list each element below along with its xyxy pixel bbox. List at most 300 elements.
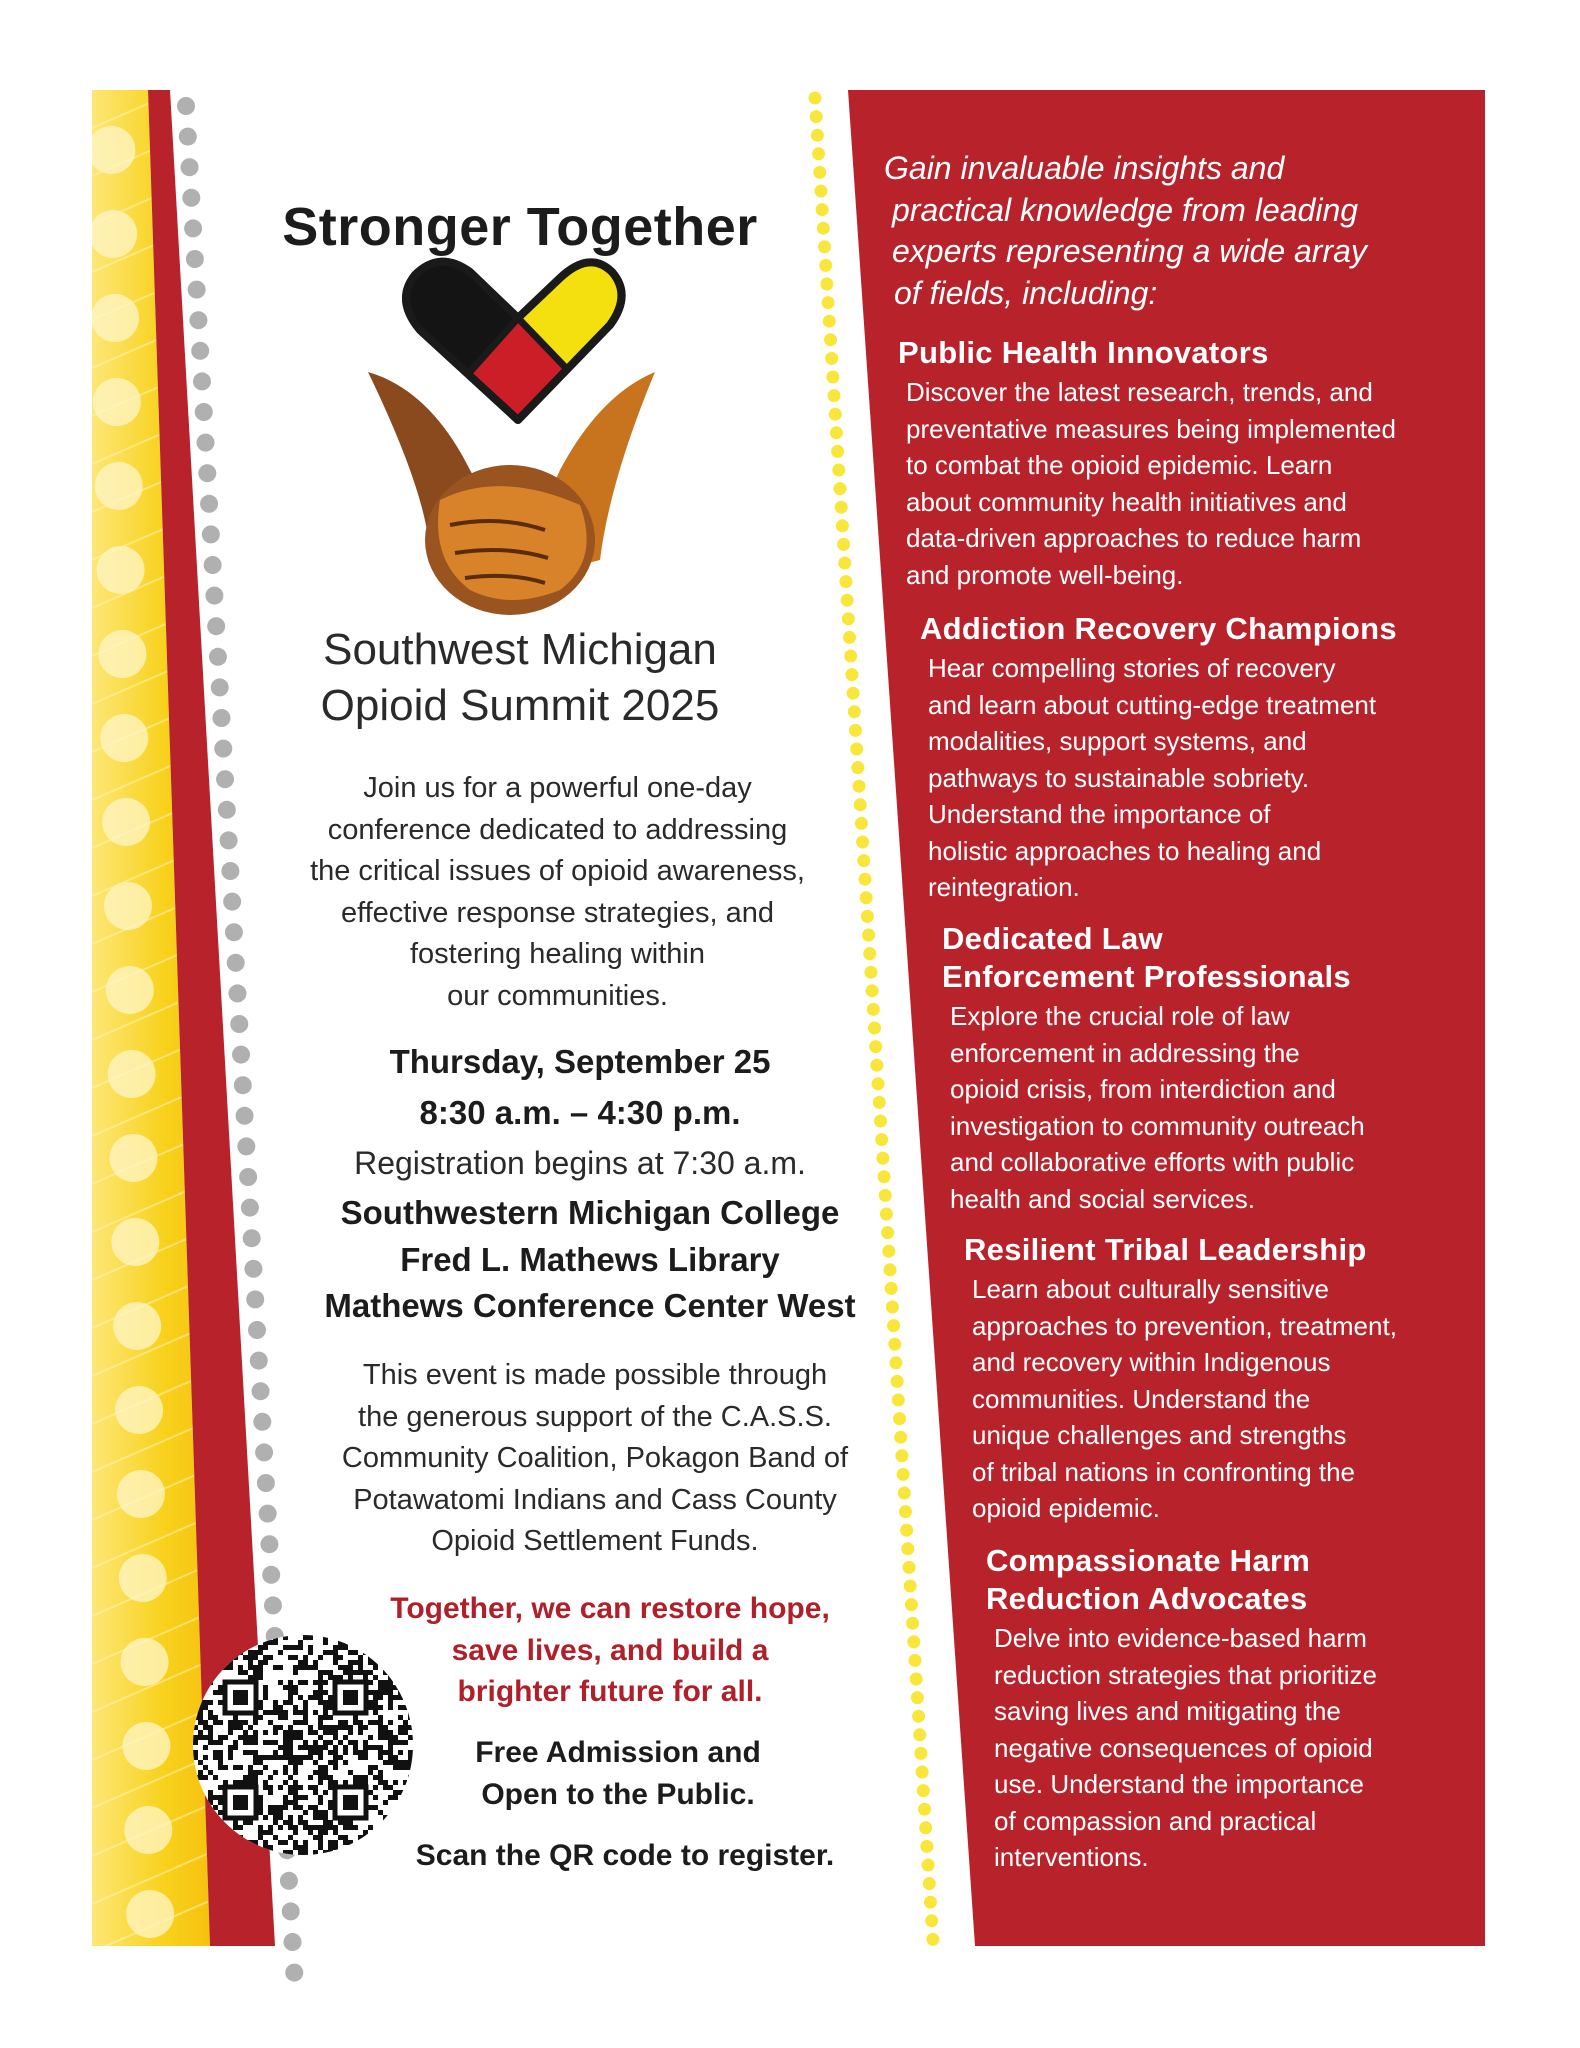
qr-module — [383, 1680, 388, 1685]
qr-module — [298, 1710, 303, 1715]
section-body: Discover the latest research, trends, and preventative measures being implemented to combat the opioid epidemic. Learn about community health initiatives and data-driven approaches to reduce harm and promote well-being. — [906, 377, 1396, 590]
section-public-health — [898, 334, 1458, 593]
intro-line: conference dedicated to addressing — [327, 813, 788, 846]
tagline-line: Together, we can restore hope, — [390, 1592, 830, 1625]
qr-module — [348, 1660, 353, 1665]
yellow-dot — [880, 1208, 893, 1221]
qr-module — [228, 1665, 233, 1670]
qr-module — [383, 1690, 388, 1695]
qr-module — [293, 1755, 298, 1760]
flyer-title: Stronger Together — [282, 197, 758, 257]
yellow-dot — [809, 92, 822, 105]
qr-module — [393, 1695, 398, 1700]
qr-module — [283, 1805, 288, 1810]
sponsor-line: the generous support of the C.A.S.S. — [358, 1400, 832, 1433]
qr-module — [288, 1725, 293, 1730]
qr-module — [393, 1760, 398, 1765]
qr-module — [213, 1715, 218, 1720]
qr-module — [253, 1665, 258, 1670]
gray-dot — [188, 281, 206, 299]
qr-finder-core — [233, 1690, 248, 1705]
qr-module — [358, 1755, 363, 1760]
yellow-dot — [874, 1115, 887, 1128]
qr-module — [218, 1740, 223, 1745]
qr-module — [263, 1685, 268, 1690]
qr-module — [378, 1730, 383, 1735]
qr-module — [308, 1805, 313, 1810]
qr-module — [273, 1755, 278, 1760]
yellow-dot — [817, 222, 830, 235]
gray-dot — [205, 587, 223, 605]
qr-module — [273, 1805, 278, 1810]
gray-dot — [262, 1566, 280, 1584]
qr-module — [263, 1780, 268, 1785]
qr-module — [323, 1715, 328, 1720]
qr-module — [318, 1780, 323, 1785]
qr-module — [208, 1795, 213, 1800]
yellow-dot — [870, 1059, 883, 1072]
yellow-dot — [854, 798, 867, 811]
qr-module — [353, 1740, 358, 1745]
yellow-dot — [860, 891, 873, 904]
qr-module — [243, 1750, 248, 1755]
qr-module — [198, 1710, 203, 1715]
qr-module — [338, 1645, 343, 1650]
qr-module — [328, 1805, 333, 1810]
yellow-dot — [832, 464, 845, 477]
yellow-dot — [920, 1840, 933, 1853]
qr-module — [293, 1735, 298, 1740]
qr-module — [323, 1820, 328, 1825]
yellow-dot — [899, 1505, 912, 1518]
qr-module — [373, 1700, 378, 1705]
qr-module — [228, 1725, 233, 1730]
qr-module — [318, 1655, 323, 1660]
qr-module — [368, 1770, 373, 1775]
qr-module — [398, 1740, 403, 1745]
qr-module — [263, 1655, 268, 1660]
qr-module — [363, 1740, 368, 1745]
qr-module — [233, 1780, 238, 1785]
qr-module — [348, 1675, 353, 1680]
qr-module — [308, 1635, 313, 1640]
qr-module — [373, 1785, 378, 1790]
yellow-dot — [857, 854, 870, 867]
qr-module — [313, 1740, 318, 1745]
lead-line: of fields, including: — [894, 274, 1158, 311]
qr-module — [353, 1715, 358, 1720]
event-time: 8:30 a.m. – 4:30 p.m. — [419, 1094, 741, 1131]
qr-module — [343, 1840, 348, 1845]
qr-module — [263, 1815, 268, 1820]
yellow-dot — [876, 1152, 889, 1165]
intro-line: Join us for a powerful one-day — [363, 772, 752, 804]
qr-module — [243, 1735, 248, 1740]
event-venue — [300, 1190, 880, 1330]
qr-module — [323, 1830, 328, 1835]
yellow-dot — [881, 1226, 894, 1239]
admission-line: Open to the Public. — [481, 1777, 755, 1811]
light-circle — [100, 714, 148, 762]
qr-module — [248, 1650, 253, 1655]
qr-module — [343, 1645, 348, 1650]
intro-line: the critical issues of opioid awareness, — [310, 855, 805, 887]
qr-module — [388, 1700, 393, 1705]
qr-module — [398, 1750, 403, 1755]
qr-module — [283, 1730, 288, 1735]
qr-module — [298, 1795, 303, 1800]
qr-module — [403, 1760, 408, 1765]
qr-module — [343, 1720, 348, 1725]
qr-module — [293, 1710, 298, 1715]
gray-dot — [257, 1474, 275, 1492]
qr-module — [273, 1770, 278, 1775]
yellow-dot — [820, 278, 833, 291]
qr-module — [193, 1750, 198, 1755]
light-circle — [102, 798, 150, 846]
qr-module — [358, 1750, 363, 1755]
qr-module — [193, 1740, 198, 1745]
qr-module — [363, 1675, 368, 1680]
event-datetime — [330, 1036, 830, 1188]
qr-module — [313, 1760, 318, 1765]
qr-module — [328, 1845, 333, 1850]
qr-module — [298, 1640, 303, 1645]
qr-module — [323, 1680, 328, 1685]
qr-module — [273, 1640, 278, 1645]
gray-dot — [283, 1933, 301, 1951]
qr-module — [318, 1830, 323, 1835]
qr-module — [333, 1725, 338, 1730]
light-circle — [113, 1302, 161, 1350]
yellow-dot — [848, 705, 861, 718]
qr-module — [238, 1780, 243, 1785]
yellow-dot — [825, 352, 838, 365]
qr-module — [303, 1825, 308, 1830]
qr-module — [293, 1805, 298, 1810]
gray-dot — [207, 617, 225, 635]
qr-module — [353, 1660, 358, 1665]
section-law-enforcement — [942, 920, 1472, 1217]
yellow-dot — [856, 836, 869, 849]
qr-module — [333, 1745, 338, 1750]
gray-dot — [230, 1015, 248, 1033]
qr-module — [308, 1755, 313, 1760]
qr-module — [328, 1670, 333, 1675]
qr-module — [253, 1735, 258, 1740]
qr-module — [378, 1810, 383, 1815]
yellow-dot — [842, 612, 855, 625]
qr-module — [323, 1825, 328, 1830]
qr-module — [313, 1805, 318, 1810]
light-circle — [122, 1722, 170, 1770]
qr-module — [378, 1705, 383, 1710]
qr-module — [373, 1675, 378, 1680]
qr-module — [298, 1730, 303, 1735]
qr-module — [368, 1720, 373, 1725]
qr-module — [278, 1710, 283, 1715]
qr-module — [273, 1705, 278, 1710]
qr-module — [218, 1750, 223, 1755]
qr-module — [383, 1800, 388, 1805]
qr-module — [298, 1665, 303, 1670]
qr-module — [198, 1730, 203, 1735]
qr-module — [333, 1675, 338, 1680]
qr-module — [283, 1800, 288, 1805]
qr-module — [288, 1755, 293, 1760]
qr-module — [263, 1660, 268, 1665]
qr-module — [258, 1800, 263, 1805]
qr-module — [353, 1780, 358, 1785]
qr-module — [293, 1765, 298, 1770]
qr-module — [383, 1725, 388, 1730]
qr-module — [288, 1645, 293, 1650]
lead-line: experts representing a wide array — [892, 233, 1367, 269]
yellow-dot — [839, 575, 852, 588]
qr-module — [323, 1710, 328, 1715]
qr-module — [278, 1650, 283, 1655]
qr-module — [373, 1805, 378, 1810]
qr-module — [213, 1775, 218, 1780]
qr-module — [298, 1720, 303, 1725]
qr-module — [293, 1670, 298, 1675]
yellow-dot — [891, 1375, 904, 1388]
qr-module — [343, 1820, 348, 1825]
yellow-dot — [844, 650, 857, 663]
qr-module — [268, 1790, 273, 1795]
light-circle — [93, 378, 141, 426]
qr-module — [258, 1705, 263, 1710]
qr-code-icon[interactable] — [193, 1635, 413, 1855]
qr-module — [223, 1780, 228, 1785]
qr-module — [303, 1745, 308, 1750]
gray-dot — [255, 1443, 273, 1461]
qr-module — [203, 1720, 208, 1725]
qr-module — [333, 1750, 338, 1755]
qr-module — [343, 1745, 348, 1750]
light-circle — [87, 126, 135, 174]
yellow-dot — [818, 240, 831, 253]
intro-paragraph — [285, 768, 830, 1017]
qr-module — [223, 1735, 228, 1740]
qr-module — [408, 1750, 413, 1755]
qr-module — [298, 1845, 303, 1850]
qr-module — [318, 1685, 323, 1690]
qr-module — [363, 1775, 368, 1780]
gray-dot — [250, 1352, 268, 1370]
yellow-dot — [855, 817, 868, 830]
qr-module — [378, 1685, 383, 1690]
qr-module — [338, 1655, 343, 1660]
summit-name-line: Opioid Summit 2025 — [320, 681, 720, 730]
qr-module — [283, 1840, 288, 1845]
qr-module — [288, 1700, 293, 1705]
qr-module — [313, 1680, 318, 1685]
qr-module — [328, 1775, 333, 1780]
sponsor-line: This event is made possible through — [362, 1359, 828, 1391]
qr-module — [313, 1815, 318, 1820]
qr-module — [333, 1840, 338, 1845]
qr-module — [248, 1780, 253, 1785]
qr-module — [323, 1745, 328, 1750]
yellow-dot — [849, 724, 862, 737]
qr-module — [378, 1680, 383, 1685]
qr-module — [258, 1700, 263, 1705]
qr-module — [293, 1770, 298, 1775]
qr-module — [338, 1740, 343, 1745]
qr-module — [248, 1655, 253, 1660]
qr-module — [293, 1760, 298, 1765]
qr-module — [273, 1700, 278, 1705]
qr-module — [278, 1755, 283, 1760]
qr-module — [298, 1755, 303, 1760]
qr-module — [233, 1765, 238, 1770]
qr-module — [243, 1720, 248, 1725]
venue-line: Fred L. Mathews Library — [400, 1240, 780, 1278]
light-circle — [117, 1470, 165, 1518]
qr-module — [253, 1780, 258, 1785]
qr-finder-core — [343, 1690, 358, 1705]
qr-module — [388, 1730, 393, 1735]
light-circle — [98, 630, 146, 678]
qr-module — [378, 1715, 383, 1720]
qr-module — [338, 1665, 343, 1670]
qr-module — [293, 1665, 298, 1670]
yellow-dot — [867, 1003, 880, 1016]
qr-module — [338, 1725, 343, 1730]
qr-module — [243, 1820, 248, 1825]
qr-module — [398, 1705, 403, 1710]
yellow-dot — [908, 1654, 921, 1667]
gray-dot — [220, 831, 238, 849]
qr-module — [263, 1690, 268, 1695]
qr-module — [213, 1720, 218, 1725]
qr-module — [283, 1770, 288, 1775]
qr-module — [313, 1770, 318, 1775]
qr-module — [373, 1690, 378, 1695]
qr-module — [383, 1780, 388, 1785]
gray-dot — [228, 984, 246, 1002]
qr-module — [258, 1755, 263, 1760]
gray-dot — [181, 158, 199, 176]
gray-dot — [227, 954, 245, 972]
qr-module — [223, 1765, 228, 1770]
qr-module — [318, 1840, 323, 1845]
section-heading: Dedicated Law Enforcement Professionals — [942, 921, 1351, 994]
yellow-dot — [911, 1691, 924, 1704]
qr-module — [308, 1745, 313, 1750]
qr-module — [208, 1725, 213, 1730]
qr-module — [358, 1655, 363, 1660]
qr-module — [378, 1695, 383, 1700]
gray-dot — [282, 1902, 300, 1920]
qr-module — [298, 1815, 303, 1820]
qr-module — [403, 1730, 408, 1735]
qr-module — [278, 1680, 283, 1685]
qr-module — [198, 1775, 203, 1780]
qr-module — [298, 1785, 303, 1790]
yellow-dot — [910, 1673, 923, 1686]
light-circle — [126, 1890, 174, 1938]
qr-module — [373, 1710, 378, 1715]
light-circle — [109, 1134, 157, 1182]
qr-module — [313, 1750, 318, 1755]
qr-module — [203, 1700, 208, 1705]
qr-module — [233, 1740, 238, 1745]
gray-dot — [209, 648, 227, 666]
yellow-dot — [813, 166, 826, 179]
qr-module — [283, 1635, 288, 1640]
qr-module — [228, 1755, 233, 1760]
qr-module — [323, 1775, 328, 1780]
qr-module — [393, 1735, 398, 1740]
gray-dot — [221, 862, 239, 880]
qr-module — [298, 1820, 303, 1825]
qr-module — [298, 1660, 303, 1665]
qr-module — [248, 1775, 253, 1780]
qr-module — [208, 1700, 213, 1705]
sunburst-ray — [92, 20, 230, 80]
qr-module — [208, 1770, 213, 1775]
qr-module — [373, 1720, 378, 1725]
yellow-dot — [868, 1022, 881, 1035]
qr-module — [233, 1715, 238, 1720]
medicine-wheel-heart-clasped-hands-icon — [368, 262, 655, 615]
qr-module — [308, 1775, 313, 1780]
qr-module — [303, 1655, 308, 1660]
section-body: Delve into evidence-based harm reduction strategies that prioritize saving lives and mitigating the negative consequences of opioid use. Understand the importance of compassion and practical interventions. — [994, 1623, 1377, 1872]
section-body: Learn about culturally sensitive approaches to prevention, treatment, and recovery within Indigenous communities. Understand the unique challenges and strengths of tribal nations in confronting the opioid epidemic. — [972, 1274, 1397, 1523]
qr-module — [328, 1705, 333, 1710]
qr-module — [313, 1710, 318, 1715]
qr-module — [378, 1690, 383, 1695]
gray-dot — [237, 1137, 255, 1155]
gray-dot — [179, 128, 197, 146]
qr-module — [298, 1745, 303, 1750]
qr-module — [323, 1705, 328, 1710]
qr-module — [318, 1700, 323, 1705]
qr-module — [248, 1740, 253, 1745]
qr-module — [338, 1755, 343, 1760]
qr-module — [313, 1660, 318, 1665]
qr-module — [243, 1730, 248, 1735]
qr-module — [328, 1785, 333, 1790]
qr-module — [288, 1790, 293, 1795]
gray-dot — [193, 372, 211, 390]
qr-module — [318, 1845, 323, 1850]
qr-module — [278, 1785, 283, 1790]
qr-module — [383, 1735, 388, 1740]
yellow-dot — [873, 1096, 886, 1109]
qr-module — [243, 1655, 248, 1660]
qr-module — [238, 1735, 243, 1740]
qr-module — [393, 1795, 398, 1800]
yellow-dot — [826, 371, 839, 384]
qr-module — [283, 1700, 288, 1705]
qr-module — [313, 1785, 318, 1790]
qr-module — [258, 1670, 263, 1675]
qr-module — [388, 1735, 393, 1740]
qr-module — [268, 1710, 273, 1715]
qr-module — [293, 1795, 298, 1800]
qr-module — [198, 1720, 203, 1725]
qr-module — [288, 1825, 293, 1830]
qr-module — [358, 1730, 363, 1735]
qr-module — [208, 1735, 213, 1740]
qr-module — [258, 1665, 263, 1670]
qr-module — [263, 1730, 268, 1735]
yellow-dot — [828, 389, 841, 402]
